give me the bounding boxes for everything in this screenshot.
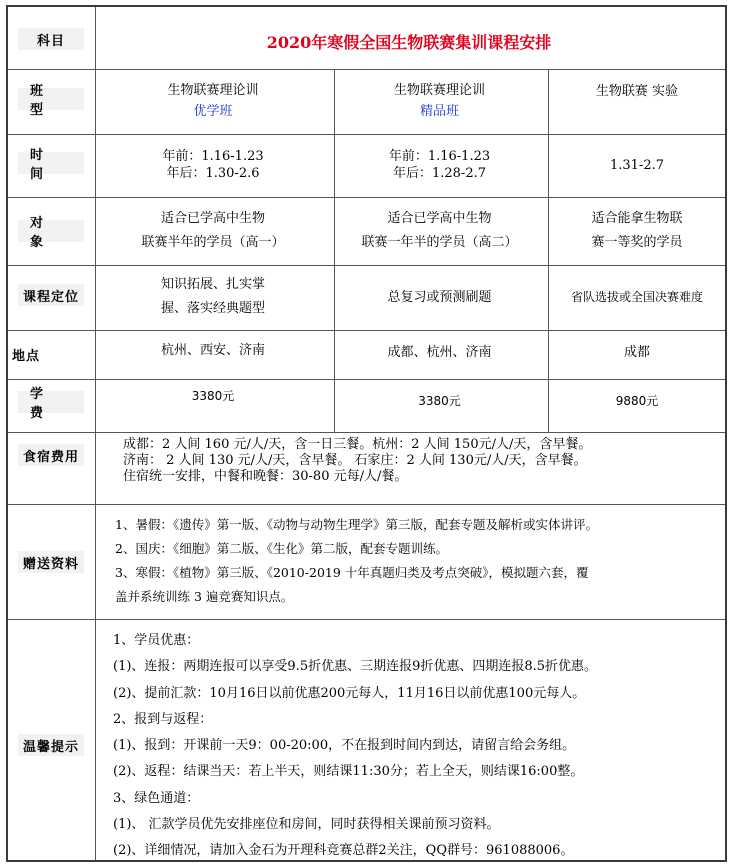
course-2-class: [333, 69, 546, 133]
time-after-new-year: 年后：1.30-2.6: [166, 166, 260, 181]
row-label-target: 对 象: [18, 220, 84, 242]
tips-list: [113, 628, 597, 865]
page-title: 2020年寒假全国生物联赛集训课程安排: [266, 33, 552, 52]
course-1-target: [94, 197, 332, 264]
course-2-fee: 3380元: [418, 394, 461, 408]
course-1-positioning: [94, 265, 332, 329]
divider: [8, 619, 725, 620]
course-1-fee: 3380元: [191, 389, 235, 403]
row-label-gift: 赠送资料: [18, 551, 84, 573]
course-3-class: [547, 69, 727, 113]
positioning-line: 握、落实经典题型: [160, 301, 265, 316]
target-line: 赛一等奖的学员: [591, 234, 683, 250]
row-label-board: 食宿费用: [18, 444, 84, 466]
row-label-tips: 温馨提示: [18, 734, 84, 756]
target-line: 适合能拿生物联: [591, 210, 683, 226]
course-3-location: 成都: [623, 345, 650, 360]
course-2-time: [333, 134, 546, 196]
course-tier: 精品班: [419, 104, 459, 119]
course-2-location: 成都、杭州、济南: [387, 345, 492, 360]
target-line: 适合已学高中生物: [160, 210, 265, 226]
positioning-line: 知识拓展、扎实掌: [160, 277, 265, 292]
tip-heading: 2、报到与返程：: [113, 711, 213, 727]
course-3-positioning: 省队选拔或全国决赛难度: [570, 289, 703, 304]
course-3-time: 1.31-2.7: [609, 157, 664, 173]
board-line: 住宿统一安排，中餐和晚餐：30-80 元每/人/餐。: [123, 469, 408, 484]
row-label-positioning: 课程定位: [18, 284, 84, 306]
time-before-new-year: 年前：1.16-1.23: [388, 149, 491, 164]
divider: [8, 432, 725, 433]
gift-item: 3、寒假：《植物》第三版、《2010-2019 十年真题归类及考点突破》，模拟题六套，覆: [115, 565, 589, 580]
target-line: 联赛一年半的学员（高二）: [361, 234, 518, 250]
course-name: 生物联赛理论训: [393, 83, 485, 98]
tip-item: (2)、返程：结课当天：若上半天，则结课11:30分；若上全天，则结课16:00整。: [113, 764, 584, 780]
time-after-new-year: 年后：1.28-2.7: [392, 166, 486, 181]
time-before-new-year: 年前：1.16-1.23: [162, 149, 264, 164]
course-1-location: 杭州、西安、济南: [160, 342, 265, 358]
course-3-fee: 9880元: [615, 394, 659, 408]
board-line: 济南： 2 人间 130 元/人/天，含早餐。 石家庄：2 人间 130元/人/天，含早餐。: [123, 453, 587, 468]
course-1-time: [94, 134, 332, 196]
row-label-time: 时 间: [18, 152, 84, 174]
gift-item: 2、国庆：《细胞》第二版、《生化》第二版，配套专题训练。: [115, 541, 448, 556]
course-2-target: [333, 197, 546, 264]
tip-item: (1)、连报：两期连报可以享受9.5折优惠、三期连报9折优惠、四期连报8.5折优惠。: [113, 659, 598, 675]
course-name: 生物联赛 实验: [595, 83, 679, 99]
target-line: 适合已学高中生物: [387, 210, 492, 226]
target-line: 联赛半年的学员（高一）: [141, 234, 285, 250]
row-label-fee: 学 费: [18, 391, 84, 413]
gift-item: 盖并系统训练 3 遍竞赛知识点。: [115, 589, 294, 604]
tip-item: (1)、 汇款学员优先安排座位和房间，同时获得相关课前预习资料。: [113, 817, 500, 833]
tip-heading: 3、绿色通道：: [113, 790, 200, 806]
row-label-location: 地点: [12, 348, 41, 364]
gift-list: [115, 513, 598, 609]
subject-label: 科目: [18, 28, 84, 50]
course-tier: 优学班: [193, 104, 233, 119]
tip-heading: 1、学员优惠：: [113, 633, 200, 648]
tip-item: (1)、报到：开课前一天9：00-20:00，不在报到时间内到达，请留言给会务组。: [113, 738, 576, 754]
course-3-target: [547, 197, 727, 264]
row-label-class-type: 班 型: [18, 88, 84, 110]
board-info: [123, 437, 591, 485]
tip-item: (2)、提前汇款：10月16日以前优惠200元每人，11月16日以前优惠100元每人。: [113, 685, 586, 701]
divider: [8, 504, 725, 505]
course-1-class: [94, 69, 332, 133]
gift-item: 1、暑假：《遗传》第一版、《动物与动物生理学》第三版，配套专题及解析或实体讲评。: [115, 517, 598, 532]
board-line: 成都：2 人间 160 元/人/天，含一日三餐。杭州：2 人间 150元/人/天，含早餐。: [123, 437, 592, 452]
course-2-positioning: 总复习或预测刷题: [387, 289, 492, 305]
tip-item: (2)、详细情况，请加入金石为开理科竞赛总群2关注，QQ群号：961088006。: [113, 843, 574, 859]
course-name: 生物联赛理论训: [167, 83, 259, 98]
